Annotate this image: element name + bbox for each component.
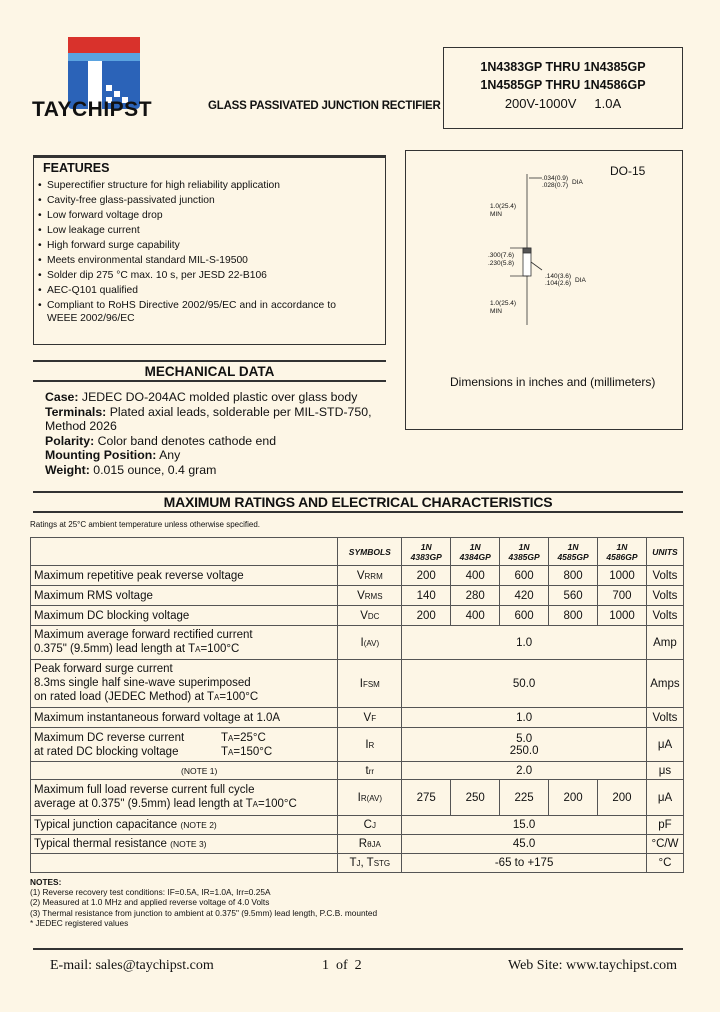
logo-pixel-2 [114,91,120,97]
logo-red-band [68,37,140,53]
voltage-current-rating: 200V-1000V 1.0A [504,96,622,111]
symbol-irav: IR(AV) [338,780,402,816]
part-number-box [443,47,683,129]
unit-cell: μA [646,728,683,762]
value-cell: 275 [402,780,451,816]
param-cj: Typical junction capacitance (NOTE 2) [31,816,338,835]
terminals-line [45,405,385,434]
note-3: (3) Thermal resistance from junction to ambient at 0.375" (9.5mm) lead length, P.C.B. mounted [30,907,378,918]
logo-light-band [68,53,140,61]
table-row [31,762,684,780]
symbol-rja: RθJA [338,835,402,854]
table-row [31,816,684,835]
case-label: Case: [45,390,79,404]
mounting-label: Mounting Position: [45,448,157,463]
dim-lead-diameter-unit: DIA [572,179,583,186]
polarity-label: Polarity: [45,433,95,448]
feature-item: • Meets environmental standard MIL-S-19500 [36,255,336,268]
param-irav: Maximum full load reverse current full cycle average at 0.375" (9.5mm) lead length at TA=100°C [31,780,338,816]
case-value: JEDEC DO-204AC molded plastic over glass body [78,390,358,404]
unit-cell: Volts [646,586,683,606]
cathode-band [523,248,531,253]
terminals-label: Terminals: [45,404,107,419]
value-cell: 420 [500,586,549,606]
value-cell: 5.0 250.0 [402,728,647,762]
header-units: UNITS [646,538,683,566]
header-part-3: 1N 4385GP [500,538,549,566]
value-cell: 1.0 [402,626,647,660]
value-cell: -65 to +175 [402,854,647,873]
value-cell: 1.0 [402,708,647,728]
value-cell: 200 [402,566,451,586]
notes-title: NOTES: [30,877,62,887]
unit-cell: Amps [646,660,683,708]
weight-line [45,463,385,478]
weight-label: Weight: [45,462,90,477]
table-row [31,606,684,626]
param-vrms: Maximum RMS voltage [31,586,338,606]
terminals-value: Plated axial leads, solderable per MIL-STD-750, Method 2026 [45,404,372,434]
value-cell: 200 [549,780,598,816]
table-row [31,728,684,762]
table-row [31,835,684,854]
param-iav: Maximum average forward rectified current 0.375" (9.5mm) lead length at TA=100°C [31,626,338,660]
table-row [31,566,684,586]
value-cell: 140 [402,586,451,606]
footer-page-number: 1 of 2 [322,958,362,973]
header-part-2: 1N 4384GP [451,538,500,566]
symbol-vrrm: VRRM [338,566,402,586]
symbol-tj: TJ, TSTG [338,854,402,873]
ratings-table [30,537,684,873]
case-line [45,390,385,405]
value-cell: 700 [598,586,647,606]
param-ir: Maximum DC reverse current TA=25°C at rated DC blocking voltage TA=150°C [31,728,338,762]
table-row [31,660,684,708]
table-row [31,586,684,606]
table-row [31,780,684,816]
mechanical-title-bar [33,360,386,382]
table-row [31,708,684,728]
mounting-value: Any [156,448,181,463]
value-cell: 200 [598,780,647,816]
value-cell: 600 [500,606,549,626]
header-part-5: 1N 4586GP [598,538,647,566]
dim-body-diameter-unit: DIA [575,277,586,284]
symbol-cj: CJ [338,816,402,835]
value-cell: 15.0 [402,816,647,835]
table-header-row [31,538,684,566]
note-4: * JEDEC registered values [30,917,129,928]
feature-item: • Cavity-free glass-passivated junction [36,195,336,208]
unit-cell: pF [646,816,683,835]
feature-item: • AEC-Q101 qualified [36,285,336,298]
value-cell: 800 [549,606,598,626]
symbol-vdc: VDC [338,606,402,626]
do15-outline-drawing [430,170,630,330]
param-ifsm: Peak forward surge current 8.3ms single half sine-wave superimposed on rated load (JEDEC Method) at TA=100°C [31,660,338,708]
value-cell: 225 [500,780,549,816]
symbol-vf: VF [338,708,402,728]
document-title: GLASS PASSIVATED JUNCTION RECTIFIER [208,100,441,112]
value-cell: 1000 [598,566,647,586]
symbol-ir: IR [338,728,402,762]
param-vdc: Maximum DC blocking voltage [31,606,338,626]
header-blank [31,538,338,566]
part-range-2: 1N4585GP THRU 1N4586GP [480,78,646,92]
unit-cell: μA [646,780,683,816]
value-cell: 600 [500,566,549,586]
logo-pixel-1 [106,85,112,91]
ratings-note: Ratings at 25°C ambient temperature unless otherwise specified. [30,520,260,529]
value-cell: 400 [451,566,500,586]
param-vf: Maximum instantaneous forward voltage at 1.0A [31,708,338,728]
value-cell: 800 [549,566,598,586]
feature-item: • Solder dip 275 °C max. 10 s, per JESD 22-B106 [36,270,336,283]
value-cell: 50.0 [402,660,647,708]
value-cell: 560 [549,586,598,606]
mechanical-data-body [45,390,385,478]
unit-cell: μs [646,762,683,780]
symbol-iav: I(AV) [338,626,402,660]
header-part-4: 1N 4585GP [549,538,598,566]
unit-cell: °C [646,854,683,873]
value-cell: 400 [451,606,500,626]
value-cell: 45.0 [402,835,647,854]
package-name: DO-15 [610,164,646,178]
footer-divider [33,948,683,950]
dim-leader-4 [531,262,542,270]
weight-value: 0.015 ounce, 0.4 gram [89,462,217,477]
feature-item: • High forward surge capability [36,240,336,253]
value-cell: 1000 [598,606,647,626]
unit-cell: Volts [646,708,683,728]
value-cell: 2.0 [402,762,647,780]
dim-lead-length-top: 1.0(25.4) MIN [490,203,517,218]
table-row [31,626,684,660]
table-row [31,854,684,873]
header-symbols: SYMBOLS [338,538,402,566]
notes-block [30,877,377,928]
symbol-ifsm: IFSM [338,660,402,708]
part-range-1: 1N4383GP THRU 1N4385GP [480,60,646,74]
footer-email: E-mail: sales@taychipst.com [50,958,214,973]
ratings-title-bar [33,491,683,513]
features-list [36,180,336,328]
param-rja: Typical thermal resistance (NOTE 3) [31,835,338,854]
dim-lead-diameter: .034(0.9) .028(0.7) [542,175,569,189]
value-cell: 280 [451,586,500,606]
note-1: (1) Reverse recovery test conditions: IF=0.5A, IR=1.0A, Irr=0.25A [30,887,271,898]
brand-name: TAYCHIPST [32,98,153,121]
header-part-1: 1N 4383GP [402,538,451,566]
features-title: FEATURES [43,161,110,175]
param-vrrm: Maximum repetitive peak reverse voltage [31,566,338,586]
value-cell: 250 [451,780,500,816]
feature-item: • Compliant to RoHS Directive 2002/95/EC and in accordance to WEEE 2002/96/EC [36,300,336,325]
dim-body-length: .300(7.6) .230(5.8) [488,252,515,267]
polarity-line [45,434,385,449]
unit-cell: Volts [646,606,683,626]
symbol-vrms: VRMS [338,586,402,606]
feature-item: • Low forward voltage drop [36,210,336,223]
footer-website: Web Site: www.taychipst.com [508,958,678,973]
feature-item: • Low leakage current [36,225,336,238]
dim-body-diameter: .140(3.6) .104(2.6) [545,273,572,287]
unit-cell: Volts [646,566,683,586]
dimensions-caption: Dimensions in inches and (millimeters) [450,375,656,389]
mounting-line [45,448,385,463]
note-2: (2) Measured at 1.0 MHz and applied reverse voltage of 4.0 Volts [30,897,270,908]
param-trr: (NOTE 1) [31,762,338,780]
dim-lead-length-bottom: 1.0(25.4) MIN [490,300,517,315]
mechanical-title: MECHANICAL DATA [144,364,275,379]
polarity-value: Color band denotes cathode end [94,433,277,448]
ratings-title: MAXIMUM RATINGS AND ELECTRICAL CHARACTERISTICS [163,494,553,510]
value-cell: 200 [402,606,451,626]
feature-item: • Superectifier structure for high reliability application [36,180,336,193]
param-tj [31,854,338,873]
symbol-trr: trr [338,762,402,780]
unit-cell: Amp [646,626,683,660]
unit-cell: °C/W [646,835,683,854]
